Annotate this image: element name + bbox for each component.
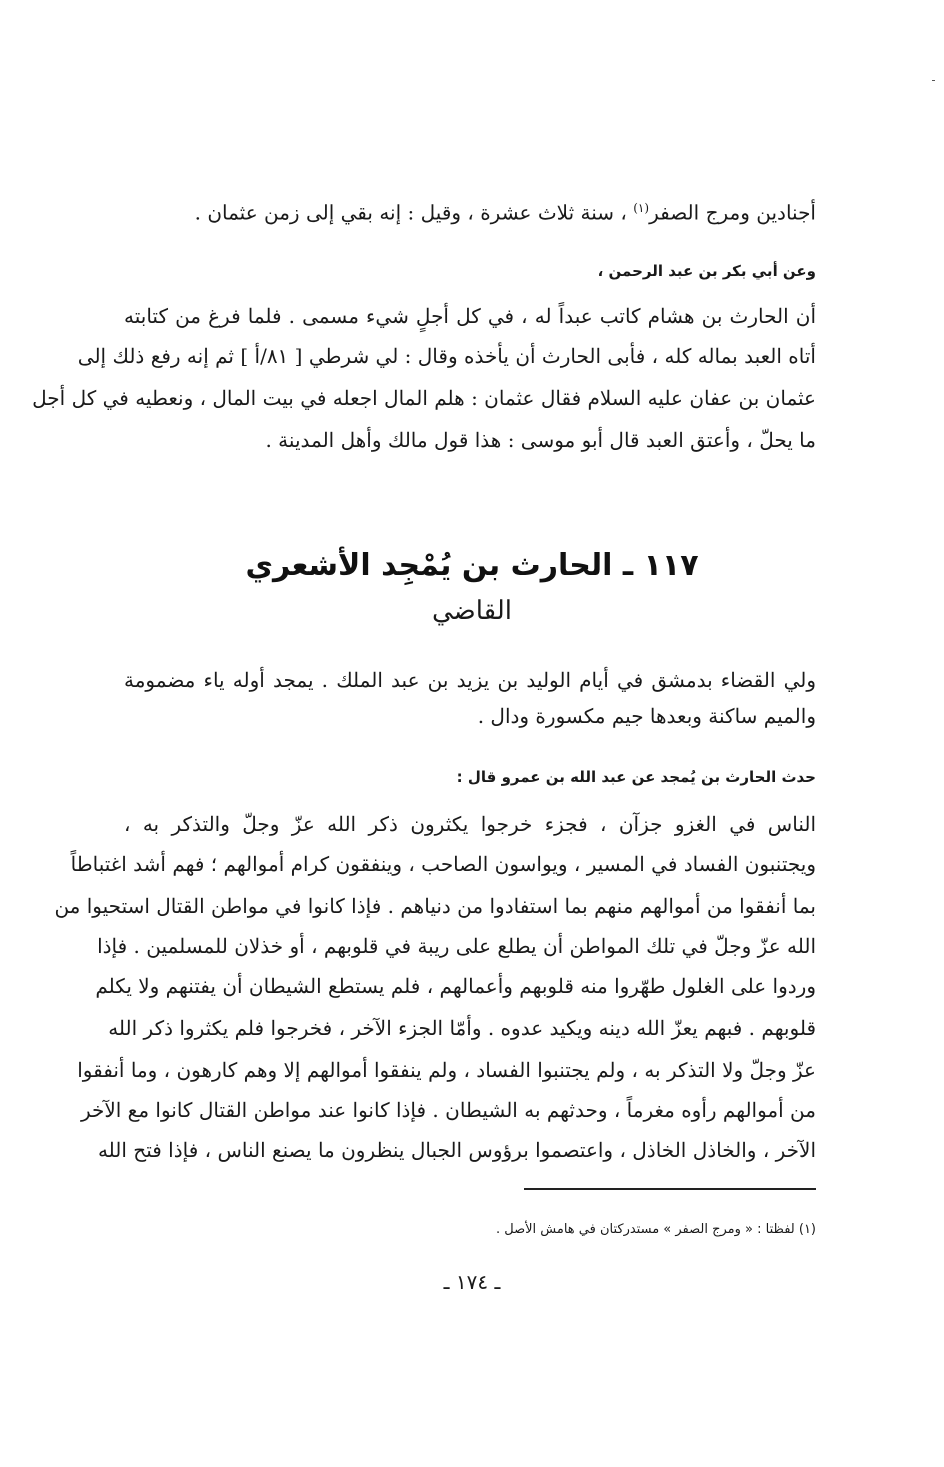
footnote-divider: [524, 1188, 816, 1190]
scan-speck: [932, 80, 935, 81]
top-paragraph-text-start: أجنادين ومرج الصفر: [649, 200, 816, 225]
top-paragraph-text-end: ، سنة ثلاث عشرة ، وقيل : إنه بقي إلى زمن عثمان .: [194, 200, 634, 225]
hadith-lead: حدث الحارث بن يُمجد عن عبد الله بن عمرو قال :: [456, 768, 816, 786]
hadith-line-9: الآخر ، والخاذل الخاذل ، واعتصموا برؤوس الجبال ينظرون ما يصنع الناس ، فإذا فتح الله: [97, 1138, 816, 1162]
intro-line-1: ولي القضاء بدمشق في أيام الوليد بن يزيد بن عبد الملك . يمجد أوله ياء مضمومة: [124, 668, 816, 692]
top-paragraph: [124, 188, 816, 233]
footnote: (١) لفظتا : « ومرج الصفر » مستدركتان في هامش الأصل .: [495, 1222, 816, 1237]
hadith-line-3: بما أنفقوا من أموالهم منهم بما استفادوا من دنياهم . فإذا كانوا في مواطن القتال استحيوا من: [54, 894, 816, 918]
report-line-1: أن الحارث بن هشام كاتب عبداً له ، في كل أجلٍ شيء مسمى . فلما فرغ من كتابته: [124, 304, 816, 328]
report-lead: وعن أبي بكر بن عبد الرحمن ،: [597, 262, 816, 280]
hadith-line-2: ويجتنبون الفساد في المسير ، ويواسون الصاحب ، وينفقون كرام أموالهم ؛ فهم أشد اغتباطاً: [70, 852, 816, 876]
hadith-line-4: الله عزّ وجلّ في تلك المواطن أن يطلع على ريبة في قلوبهم ، أو خذلان للمسلمين . فإذا: [97, 934, 816, 958]
entry-title: ١١٧ ـ الحارث بن يُمْجِد الأشعري: [245, 548, 699, 583]
entry-subtitle: القاضي: [432, 596, 512, 626]
intro-line-2: والميم ساكنة وبعدها جيم مكسورة ودال .: [477, 704, 816, 728]
report-line-4: ما يحلّ ، وأعتق العبد قال أبو موسى : هذا قول مالك وأهل المدينة .: [265, 428, 816, 452]
hadith-line-8: من أموالهم رأوه مغرماً ، وحدثهم به الشيطان . فإذا كانوا عند مواطن القتال كانوا مع الآخر: [80, 1098, 816, 1122]
hadith-line-1: الناس في الغزو جزآن ، فجزء خرجوا يكثرون ذكر الله عزّ وجلّ والتذكر به ،: [124, 812, 816, 836]
hadith-line-6: قلوبهم . فبهم يعزّ الله دينه ويكيد عدوه . وأمّا الجزء الآخر ، فخرجوا فلم يكثروا ذكر الله: [108, 1016, 816, 1040]
hadith-line-5: وردوا على الغلول طهّروا منه قلوبهم وأعمالهم ، فلم يستطع الشيطان أن يفتنهم ولا يكلم: [95, 974, 816, 998]
report-line-2: أتاه العبد بماله كله ، فأبى الحارث أن يأخذه وقال : لي شرطي [ ٨١/أ ] ثم إنه رفع ذلك إلى: [77, 344, 816, 368]
footnote-reference: (١): [633, 201, 650, 215]
hadith-line-7: عزّ وجلّ ولا التذكر به ، ولم يجتنبوا الفساد ، ولم ينفقوا أموالهم إلا وهم كارهون ، وما أنفقوا: [77, 1058, 816, 1082]
report-line-3: عثمان بن عفان عليه السلام فقال عثمان : هلم المال اجعله في بيت المال ، ونعطيه في كل أجل: [32, 386, 816, 410]
page-number: ـ ١٧٤ ـ: [443, 1270, 501, 1294]
